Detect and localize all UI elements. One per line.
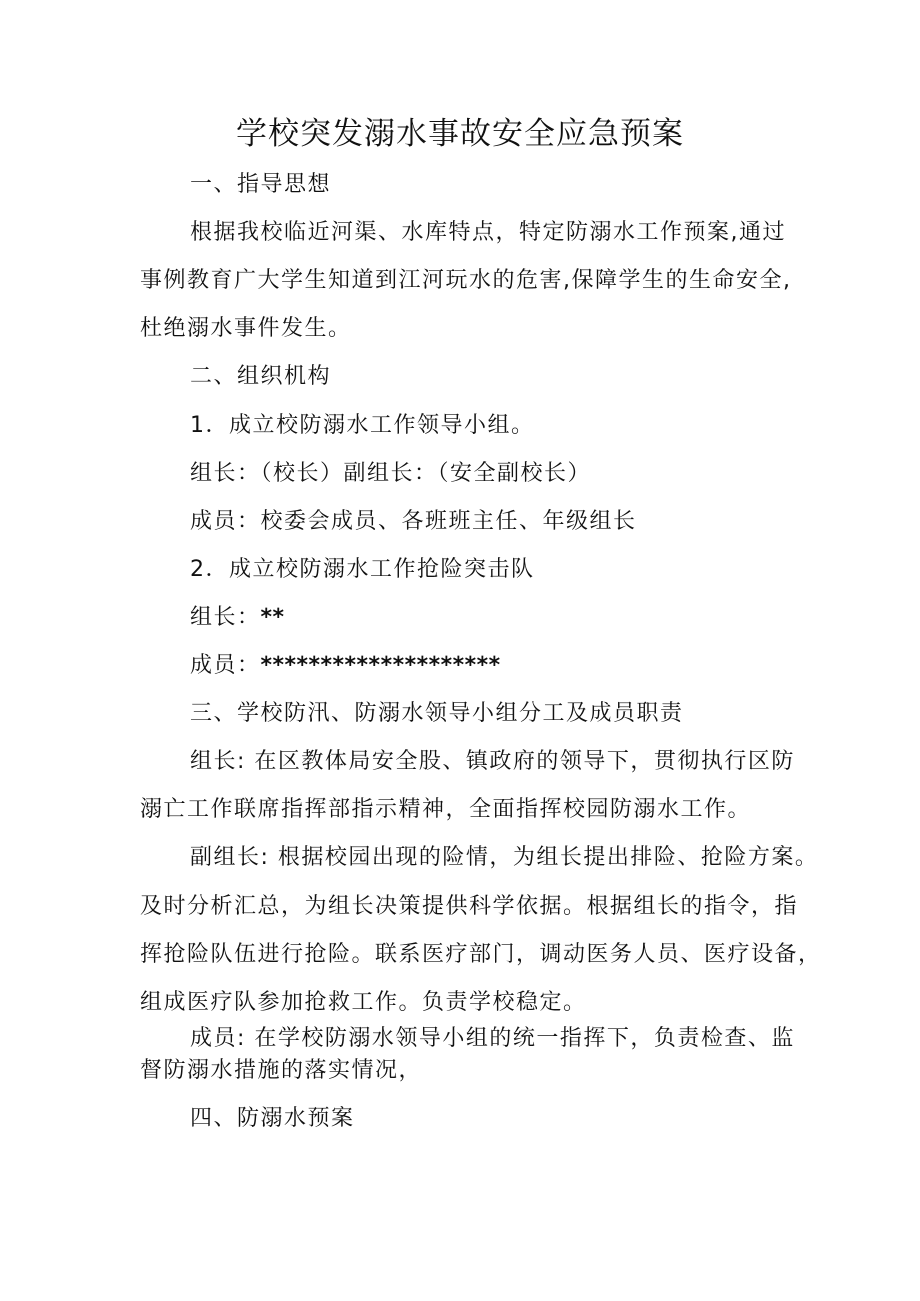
paragraph-line: 督防溺水措施的落实情况， — [140, 1058, 423, 1083]
paragraph-line: 组成医疗队参加抢救工作。负责学校稳定。 — [140, 990, 587, 1015]
list-item: 1．成立校防溺水工作领导小组。 — [190, 413, 535, 438]
list-item: 2．成立校防溺水工作抢险突击队 — [190, 557, 535, 582]
paragraph-line: 溺亡工作联席指挥部指示精神，全面指挥校园防溺水工作。 — [140, 797, 752, 822]
section-heading-organization: 二、组织机构 — [190, 364, 332, 389]
redacted-value: ** — [260, 605, 285, 630]
list-item: 组长：（校长）副组长：（安全副校长） — [190, 461, 592, 486]
redacted-value: ******************** — [260, 653, 501, 678]
list-item — [190, 651, 501, 681]
section-heading-prevention-plan: 四、防溺水预案 — [190, 1106, 355, 1131]
field-label: 组长： — [190, 605, 261, 630]
paragraph-line: 事例教育广大学生知道到江河玩水的危害,保障学生的生命安全, — [140, 268, 792, 293]
paragraph-line: 根据我校临近河渠、水库特点，特定防溺水工作预案,通过 — [190, 220, 786, 245]
section-heading-guiding-thought: 一、指导思想 — [190, 172, 332, 197]
paragraph-line: 杜绝溺水事件发生。 — [140, 316, 352, 341]
paragraph-line: 成员: 在学校防溺水领导小组的统一指挥下，负责检查、监 — [190, 1026, 795, 1051]
paragraph-line: 挥抢险队伍进行抢险。联系医疗部门，调动医务人员、医疗设备， — [140, 942, 822, 967]
section-heading-responsibilities: 三、学校防汛、防溺水领导小组分工及成员职责 — [190, 701, 684, 726]
list-item — [190, 603, 285, 633]
field-label: 成员： — [190, 653, 261, 678]
list-item: 成员：校委会成员、各班班主任、年级组长 — [190, 509, 637, 534]
paragraph-line: 组长: 在区教体局安全股、镇政府的领导下，贯彻执行区防 — [190, 749, 795, 774]
paragraph-line: 及时分析汇总，为组长决策提供科学依据。根据组长的指令，指 — [140, 894, 799, 919]
document-title: 学校突发溺水事故安全应急预案 — [236, 116, 684, 152]
paragraph-line: 副组长: 根据校园出现的险情，为组长提出排险、抢险方案。 — [190, 845, 819, 870]
